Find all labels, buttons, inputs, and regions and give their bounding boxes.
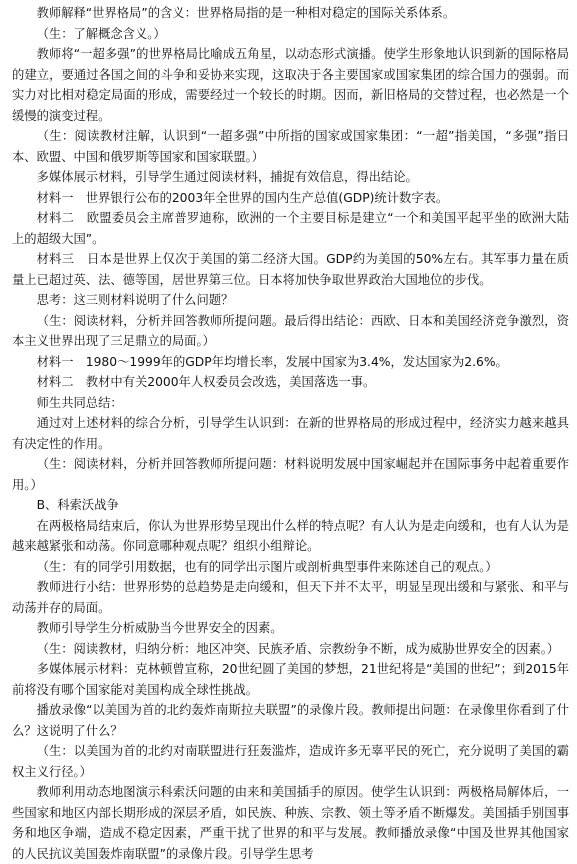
paragraph: 材料一 世界银行公布的2003年全世界的国内生产总值(GDP)统计数字表。	[36, 190, 449, 205]
paragraph: （生：阅读教材，归纳分析：地区冲突、民族矛盾、宗教纷争不断，成为威胁世界安全的因素。）	[36, 641, 560, 656]
paragraph: （生：阅读教材注解，认识到“一超多强”中所指的国家或国家集团：“一超”指美国，“多强”指日本、欧盟、中国和俄罗斯等国家和国家联盟。）	[12, 129, 569, 164]
paragraph: 教师进行小结：世界形势的总趋势是走向缓和，但天下并不太平，明显呈现出缓和与紧张、和平与动荡并存的局面。	[12, 580, 569, 615]
paragraph: 材料一 1980～1999年的GDP年均增长率，发展中国家为3.4%，发达国家为2.6%。	[36, 354, 508, 369]
paragraph: （生：有的同学引用数据，也有的同学出示图片或剖析典型事件来陈述自己的观点。）	[36, 559, 498, 574]
paragraph: 教师解释“世界格局”的含义：世界格局指的是一种相对稳定的国际关系体系。	[36, 6, 456, 20]
paragraph: （生：以美国为首的北约对南联盟进行狂轰滥炸，造成许多无辜平民的死亡，充分说明了美国的霸权主义行径。）	[12, 744, 569, 779]
paragraph: 通过对上述材料的综合分析，引导学生认识到：在新的世界格局的形成过程中，经济实力越来越具有决定性的作用。	[12, 416, 569, 451]
paragraph: 材料二 欧盟委员会主席普罗迪称，欧洲的一个主要目标是建立“一个和美国平起平坐的欧洲大陆上的超级大国”。	[12, 211, 569, 246]
paragraph: 教师将“一超多强”的世界格局比喻成五角星，以动态形式演播。使学生形象地认识到新的国际格局的建立，要通过各国之间的斗争和妥协来实现，这取决于各主要国家或国家集团的综合国力的强弱。而实力对比相对稳定局面的形成，需要经过一个较长的时期。因而，新旧格局的交替过程，也必然是一个缓慢的演变过程。	[12, 47, 569, 123]
paragraph: （生：阅读材料，分析并回答教师所提问题。最后得出结论：西欧、日本和美国经济竞争激烈，资本主义世界出现了三足鼎立的局面。）	[12, 313, 569, 348]
paragraph: 师生共同总结：	[36, 395, 123, 410]
paragraph: 教师引导学生分析威胁当今世界安全的因素。	[36, 621, 283, 635]
paragraph: 教师利用动态地图演示科索沃问题的由来和美国插手的原因。使学生认识到：两极格局解体后，一些国家和地区内部长期形成的深层矛盾，如民族、种族、宗教、领土等矛盾不断爆发。美国插手别国事务和地区争端，造成不稳定因素，严重干扰了世界的和平与发展。教师播放录像“中国及世界其他国家的人民抗议美国轰炸南联盟”的录像片段。引导学生思考	[12, 785, 569, 861]
paragraph: 材料二 教材中有关2000年人权委员会改选，美国落选一事。	[36, 375, 376, 389]
paragraph: 在两极格局结束后，你认为世界形势呈现出什么样的特点呢？有人认为是走向缓和，也有人认为是越来越紧张和动荡。你同意哪种观点呢？组织小组辩论。	[12, 518, 569, 553]
paragraph: （生：了解概念含义。）	[36, 26, 166, 41]
paragraph: 多媒体展示材料，引导学生通过阅读材料，捕捉有效信息，得出结论。	[36, 170, 418, 184]
paragraph: 播放录像“以美国为首的北约轰炸南斯拉夫联盟”的录像片段。教师提出问题：在录像里你看到了什么？这说明了什么？	[12, 703, 569, 738]
paragraph: （生：阅读材料，分析并回答教师所提问题：材料说明发展中国家崛起并在国际事务中起着重要作用。）	[12, 457, 569, 492]
paragraph: 思考：这三则材料说明了什么问题？	[36, 293, 234, 307]
section-heading: B、科索沃战争	[36, 498, 119, 512]
paragraph: 多媒体展示材料：克林顿曾宣称，20世纪圆了美国的梦想，21世纪将是“美国的世纪”；到2015年前将没有哪个国家能对美国构成全球性挑战。	[12, 662, 569, 697]
paragraph: 材料三 日本是世界上仅次于美国的第二经济大国。GDP约为美国的50%左右。其军事力量在质量上已超过英、法、德等国，居世界第三位。日本将加快争取世界政治大国地位的步伐。	[12, 252, 569, 287]
